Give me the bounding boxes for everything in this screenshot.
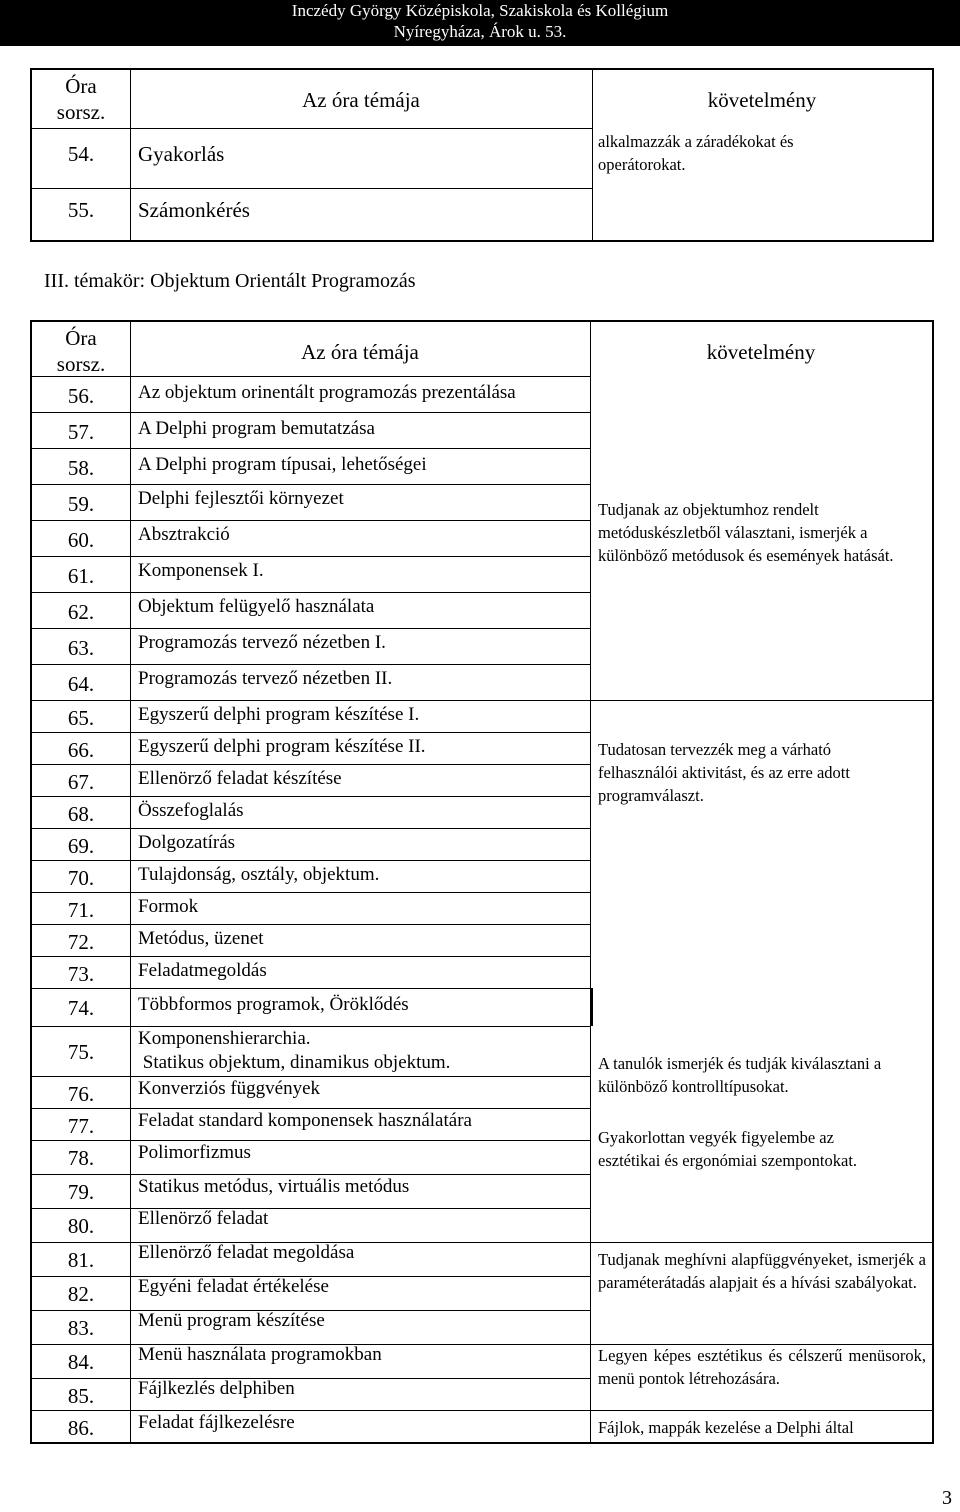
requirement-text: Gyakorlottan vegyék figyelembe az esztétikai és ergonómiai szempontokat. xyxy=(598,1128,858,1170)
col-header-topic: Az óra témája xyxy=(301,340,419,364)
lesson-number: 54. xyxy=(67,142,95,166)
lesson-number: 68. xyxy=(67,802,95,826)
requirement-text: Tudjanak meghívni alapfüggvényeket, ismerjék a paraméterátadás alapjait és a hívási szabályokat. xyxy=(598,1250,926,1292)
lesson-number: 60. xyxy=(67,528,95,552)
lesson-topic: Ellenörző feladat készítése xyxy=(138,768,342,789)
col-header-topic: Az óra témája xyxy=(302,88,420,112)
lesson-number: 76. xyxy=(67,1082,95,1106)
lesson-topic: Tulajdonság, osztály, objektum. xyxy=(138,864,380,885)
lesson-topic: Egyszerű delphi program készítése I. xyxy=(138,704,420,725)
lesson-topic: Absztrakció xyxy=(138,524,230,545)
lesson-topic: Komponenshierarchia. xyxy=(138,1028,311,1049)
lesson-number: 66. xyxy=(67,738,95,762)
col-header-num-line2: sorsz. xyxy=(56,352,106,376)
requirement-text: Tudjanak az objektumhoz rendelt metóduskészletből választani, ismerjék a különböző metódusok és események hatását. xyxy=(598,500,894,565)
table-lessons-56-86 xyxy=(30,320,934,1444)
lesson-number: 55. xyxy=(67,198,95,222)
lesson-topic: A Delphi program típusai, lehetőségei xyxy=(138,454,427,475)
lesson-number: 56. xyxy=(67,384,95,408)
lesson-number: 85. xyxy=(67,1384,95,1408)
section-title: III. témakör: Objektum Orientált Programozás xyxy=(44,270,416,292)
lesson-number: 71. xyxy=(67,898,95,922)
lesson-number: 63. xyxy=(67,636,95,660)
lesson-topic: Feladat fájlkezelésre xyxy=(138,1412,295,1433)
lesson-topic: Egyéni feladat értékelése xyxy=(138,1276,329,1297)
col-header-requirement: követelmény xyxy=(706,340,816,364)
lesson-number: 74. xyxy=(67,996,95,1020)
lesson-topic: Polimorfizmus xyxy=(138,1142,251,1163)
requirement-text: Legyen képes esztétikus és célszerű menüsorok, menü pontok létrehozására. xyxy=(598,1346,926,1388)
lesson-number: 65. xyxy=(67,706,95,730)
lesson-topic: Menü használata programokban xyxy=(138,1344,382,1365)
lesson-number: 64. xyxy=(67,672,95,696)
lesson-topic: Gyakorlás xyxy=(138,142,225,166)
requirement-text: Tudatosan tervezzék meg a várható felhasználói aktivitást, és az erre adott programválaszt. xyxy=(598,740,850,805)
lesson-topic: Delphi fejlesztői környezet xyxy=(138,488,344,509)
header-school-name: Inczédy György Középiskola, Szakiskola és Kollégium xyxy=(291,1,669,20)
col-header-requirement: követelmény xyxy=(707,88,817,112)
lesson-number: 86. xyxy=(67,1416,95,1440)
lesson-topic: Dolgozatírás xyxy=(138,832,236,853)
lesson-number: 84. xyxy=(67,1350,95,1374)
lesson-number: 82. xyxy=(67,1282,95,1306)
lesson-number: 57. xyxy=(67,420,95,444)
col-header-num-line1: Óra xyxy=(65,326,97,350)
lesson-number: 70. xyxy=(67,866,95,890)
table-lessons-54-55 xyxy=(30,68,934,242)
lesson-number: 77. xyxy=(67,1114,95,1138)
lesson-number: 78. xyxy=(67,1146,95,1170)
lesson-number: 83. xyxy=(67,1316,95,1340)
lesson-topic: Komponensek I. xyxy=(138,560,264,581)
col-header-num-line1: Óra xyxy=(65,74,97,98)
lesson-topic: Összefoglalás xyxy=(138,800,244,821)
lesson-topic: Formok xyxy=(138,896,199,917)
lesson-number: 72. xyxy=(67,930,95,954)
requirement-text: Fájlok, mappák kezelése a Delphi által xyxy=(598,1418,854,1437)
lesson-number: 73. xyxy=(67,962,95,986)
lesson-topic: Egyszerű delphi program készítése II. xyxy=(138,736,426,757)
lesson-number: 69. xyxy=(67,834,95,858)
lesson-topic: Ellenörző feladat xyxy=(138,1208,269,1229)
lesson-topic: Programozás tervező nézetben II. xyxy=(138,668,393,689)
lesson-topic: Feladatmegoldás xyxy=(138,960,267,981)
lesson-topic: Az objektum orinentált programozás prezentálása xyxy=(138,382,516,403)
lesson-topic: Metódus, üzenet xyxy=(138,928,264,949)
lesson-number: 67. xyxy=(67,770,95,794)
lesson-topic: Menü program készítése xyxy=(138,1310,325,1331)
lesson-number: 59. xyxy=(67,492,95,516)
lesson-topic: Konverziós függvények xyxy=(138,1078,321,1099)
lesson-number: 80. xyxy=(67,1214,95,1238)
lesson-topic: Fájlkezlés delphiben xyxy=(138,1378,295,1399)
lesson-topic: Számonkérés xyxy=(138,198,250,222)
header-address: Nyíregyháza, Árok u. 53. xyxy=(393,22,567,41)
page-number: 3 xyxy=(942,1487,952,1509)
lesson-topic: A Delphi program bemutatzása xyxy=(138,418,375,439)
lesson-number: 58. xyxy=(67,456,95,480)
col-header-num-line2: sorsz. xyxy=(56,100,106,124)
lesson-topic: Objektum felügyelő használata xyxy=(138,596,375,617)
lesson-topic: Feladat standard komponensek használatára xyxy=(138,1110,472,1131)
requirement-text: A tanulók ismerjék és tudják kiválasztani a különböző kontrolltípusokat. xyxy=(598,1054,882,1096)
lesson-topic: Ellenörző feladat megoldása xyxy=(138,1242,355,1263)
lesson-number: 62. xyxy=(67,600,95,624)
lesson-number: 79. xyxy=(67,1180,95,1204)
lesson-number: 81. xyxy=(67,1248,95,1272)
lesson-topic: Statikus metódus, virtuális metódus xyxy=(138,1176,410,1197)
lesson-topic: Többformos programok, Öröklődés xyxy=(138,994,409,1015)
lesson-topic-line2: Statikus objektum, dinamikus objektum. xyxy=(138,1052,451,1073)
lesson-number: 75. xyxy=(67,1040,95,1064)
lesson-topic: Programozás tervező nézetben I. xyxy=(138,632,386,653)
lesson-number: 61. xyxy=(67,564,95,588)
requirement-text: alkalmazzák a záradékokat és operátorokat. xyxy=(598,132,794,174)
page-header xyxy=(0,0,960,46)
